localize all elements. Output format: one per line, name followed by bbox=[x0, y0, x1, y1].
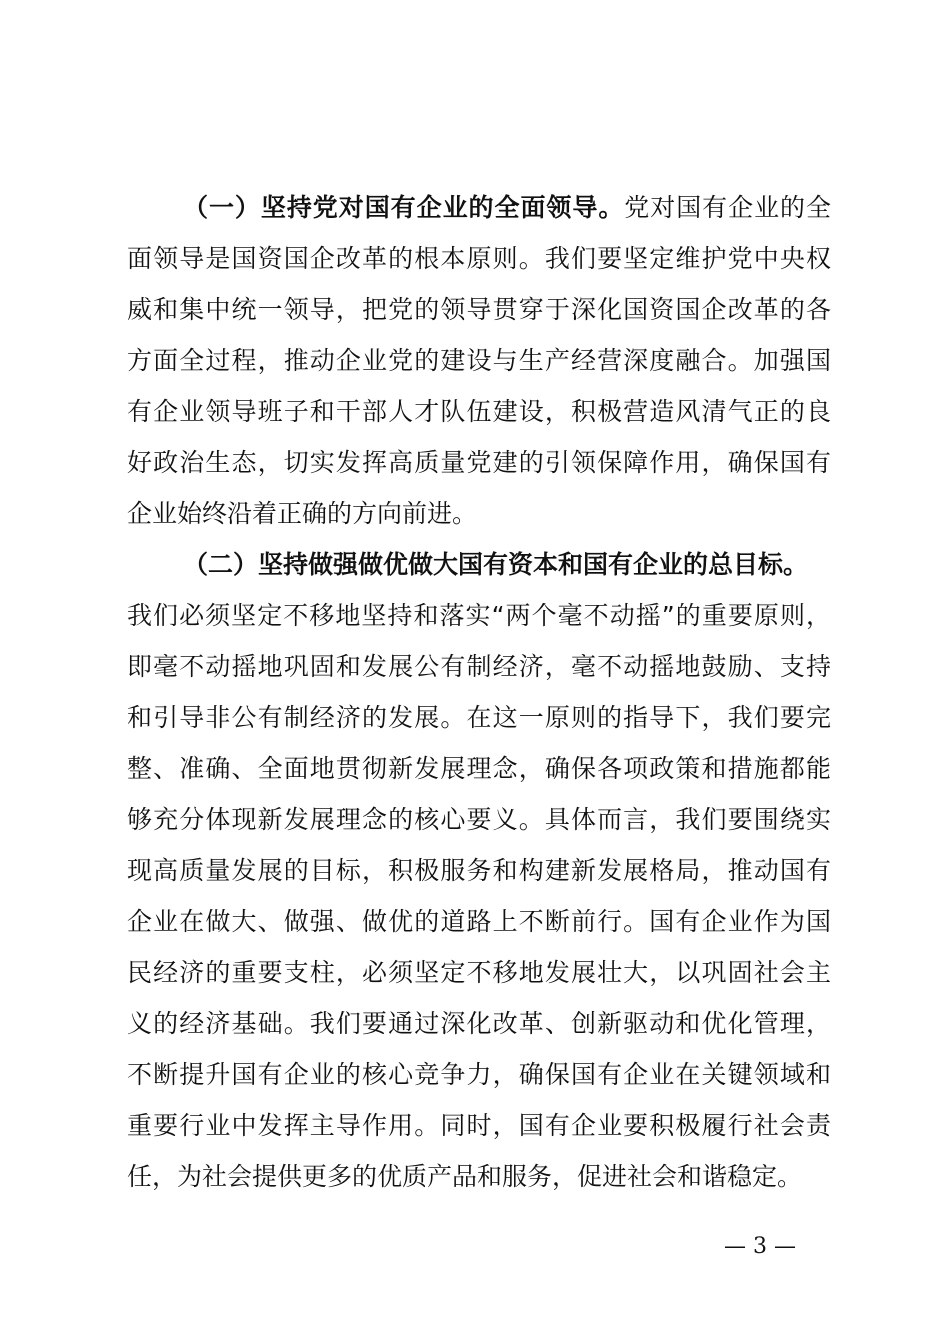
paragraph-1-text: 党对国有企业的全 bbox=[624, 193, 831, 222]
paragraph-2-line-10: 不断提升国有企业的核心竞争力，确保国有企业在关键领域和 bbox=[127, 1060, 831, 1089]
paragraph-2-heading: （二）坚持做强做优做大国有资本和国有企业的总目标。 bbox=[183, 550, 809, 579]
paragraph-2-line-9: 义的经济基础。我们要通过深化改革、创新驱动和优化管理， bbox=[127, 1009, 831, 1038]
paragraph-2-line-3: 和引导非公有制经济的发展。在这一原则的指导下，我们要完 bbox=[127, 703, 831, 732]
paragraph-1-heading: （一）坚持党对国有企业的全面领导。 bbox=[183, 193, 625, 222]
paragraph-2-line-12: 任，为社会提供更多的优质产品和服务，促进社会和谐稳定。 bbox=[127, 1162, 803, 1191]
paragraph-2-line-4: 整、准确、全面地贯彻新发展理念，确保各项政策和措施都能 bbox=[127, 754, 831, 783]
paragraph-2-line-7: 企业在做大、做强、做优的道路上不断前行。国有企业作为国 bbox=[127, 907, 831, 936]
paragraph-2-line-2: 即毫不动摇地巩固和发展公有制经济，毫不动摇地鼓励、支持 bbox=[127, 652, 831, 681]
paragraph-2-line-11: 重要行业中发挥主导作用。同时，国有企业要积极履行社会责 bbox=[127, 1111, 831, 1140]
paragraph-2-line-1: 我们必须坚定不移地坚持和落实“两个毫不动摇”的重要原则， bbox=[127, 601, 831, 630]
paragraph-2-line-6: 现高质量发展的目标，积极服务和构建新发展格局，推动国有 bbox=[127, 856, 831, 885]
paragraph-2-line-5: 够充分体现新发展理念的核心要义。具体而言，我们要围绕实 bbox=[127, 805, 831, 834]
paragraph-1-line-7: 企业始终沿着正确的方向前进。 bbox=[127, 499, 478, 528]
paragraph-1-line-3: 威和集中统一领导，把党的领导贯穿于深化国资国企改革的各 bbox=[127, 295, 831, 324]
document-body bbox=[127, 182, 831, 1202]
paragraph-2-line-8: 民经济的重要支柱，必须坚定不移地发展壮大，以巩固社会主 bbox=[127, 958, 831, 987]
paragraph-1-line-5: 有企业领导班子和干部人才队伍建设，积极营造风清气正的良 bbox=[127, 397, 831, 426]
paragraph-1-line-4: 方面全过程，推动企业党的建设与生产经营深度融合。加强国 bbox=[127, 346, 831, 375]
paragraph-1-line-1 bbox=[127, 182, 831, 233]
paragraph-1-line-6: 好政治生态，切实发挥高质量党建的引领保障作用，确保国有 bbox=[127, 448, 831, 477]
paragraph-1-line-2: 面领导是国资国企改革的根本原则。我们要坚定维护党中央权 bbox=[127, 244, 831, 273]
page-number: — 3 — bbox=[724, 1234, 796, 1259]
